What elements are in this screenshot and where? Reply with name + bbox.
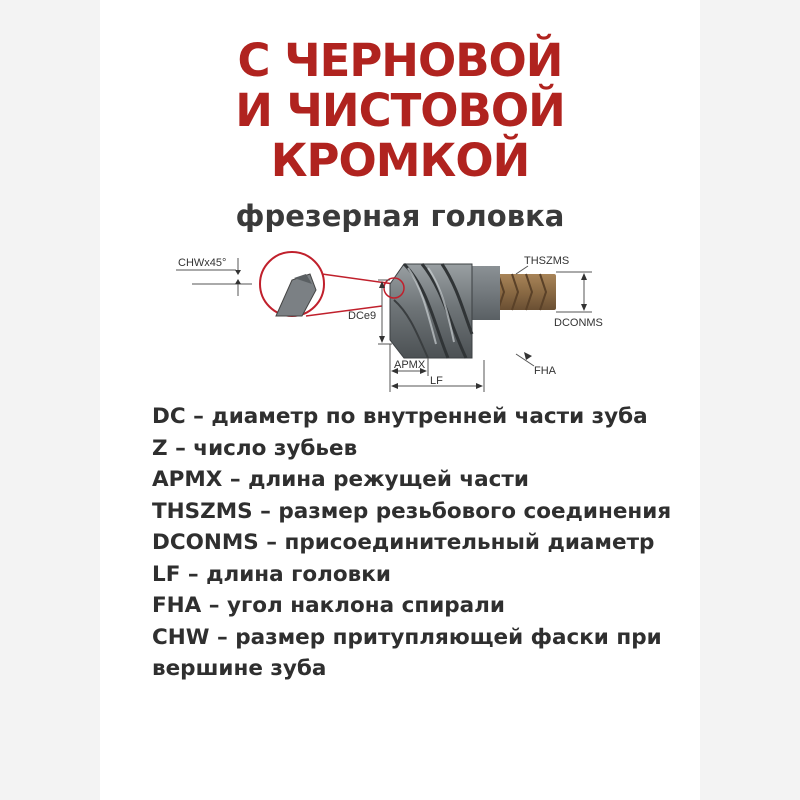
headline xyxy=(100,36,700,186)
subtitle: фрезерная головка xyxy=(235,199,565,233)
legend-list xyxy=(152,401,692,685)
label-thszms: THSZMS xyxy=(524,255,570,267)
page-card xyxy=(100,0,700,800)
headline-line-2: И ЧИСТОВОЙ xyxy=(235,84,565,137)
legend-item-z: Z – число зубьев xyxy=(152,435,358,461)
legend-item-apmx: APMX – длина режущей части xyxy=(152,467,529,492)
legend-item-thszms: THSZMS – размер резьбового соединения xyxy=(152,498,672,524)
label-chw: CHWx45° xyxy=(178,257,227,269)
label-apmx: APMX xyxy=(394,359,426,371)
label-dce9: DCe9 xyxy=(348,310,377,322)
legend-item-dc: DC – диаметр по внутренней части зуба xyxy=(152,404,648,429)
headline-line-1: С ЧЕРНОВОЙ xyxy=(237,34,563,87)
legend-item-lf: LF – длина головки xyxy=(152,561,391,587)
label-lf: LF xyxy=(430,375,443,387)
milling-head-diagram xyxy=(172,244,632,394)
legend-item-fha: FHA – угол наклона спирали xyxy=(152,593,505,618)
label-dconms: DCONMS xyxy=(554,317,603,329)
legend-item-dconms: DCONMS – присоединительный диаметр xyxy=(152,530,655,555)
headline-line-3: КРОМКОЙ xyxy=(270,134,530,187)
milling-head-body xyxy=(384,264,556,358)
chw-detail xyxy=(176,252,394,316)
legend-item-chw: CHW – размер притупляющей фаски при вершине зуба xyxy=(152,624,662,681)
label-fha: FHA xyxy=(534,365,556,377)
